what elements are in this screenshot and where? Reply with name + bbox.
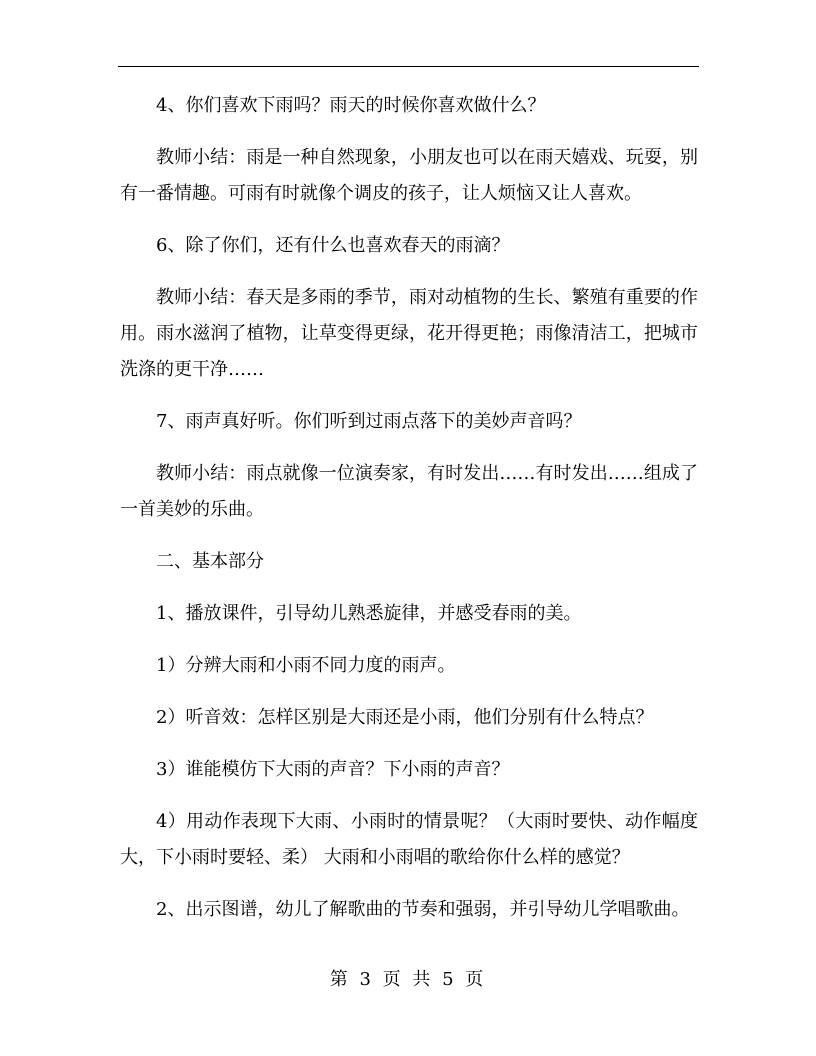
paragraph-summary-1: 教师小结：雨是一种自然现象，小朋友也可以在雨天嬉戏、玩耍，别有一番情趣。可雨有时就像个调皮的孩子，让人烦恼又让人喜欢。	[120, 147, 698, 204]
paragraph-question-7: 7、雨声真好听。你们听到过雨点落下的美妙声音吗？	[156, 411, 582, 432]
paragraph-substep-3: 3）谁能模仿下大雨的声音？下小雨的声音？	[156, 759, 510, 780]
paragraph-substep-2: 2）听音效：怎样区别是大雨还是小雨，他们分别有什么特点？	[156, 707, 654, 728]
section-heading: 二、基本部分	[156, 551, 264, 572]
header-rule	[118, 66, 699, 67]
document-body	[120, 88, 698, 928]
paragraph-summary-2: 教师小结：春天是多雨的季节，雨对动植物的生长、繁殖有重要的作用。雨水滋润了植物，让草变得更绿，花开得更艳；雨像清洁工，把城市洗涤的更干净……	[120, 287, 698, 380]
paragraph-substep-4: 4）用动作表现下大雨、小雨时的情景呢？（大雨时要快、动作幅度大，下小雨时要轻、柔） 大雨和小雨唱的歌给你什么样的感觉？	[120, 811, 698, 868]
paragraph-step-1: 1、播放课件，引导幼儿熟悉旋律，并感受春雨的美。	[156, 603, 582, 624]
paragraph-substep-1: 1）分辨大雨和小雨不同力度的雨声。	[156, 655, 456, 676]
paragraph-step-2: 2、出示图谱，幼儿了解歌曲的节奏和强弱，并引导幼儿学唱歌曲。	[156, 899, 690, 920]
paragraph-summary-3: 教师小结：雨点就像一位演奏家，有时发出……有时发出……组成了一首美妙的乐曲。	[120, 463, 698, 520]
page-number-footer: 第 3 页 共 5 页	[329, 969, 487, 990]
paragraph-question-6: 6、除了你们，还有什么也喜欢春天的雨滴？	[156, 235, 510, 256]
paragraph-question-4: 4、你们喜欢下雨吗？雨天的时候你喜欢做什么？	[156, 95, 546, 116]
